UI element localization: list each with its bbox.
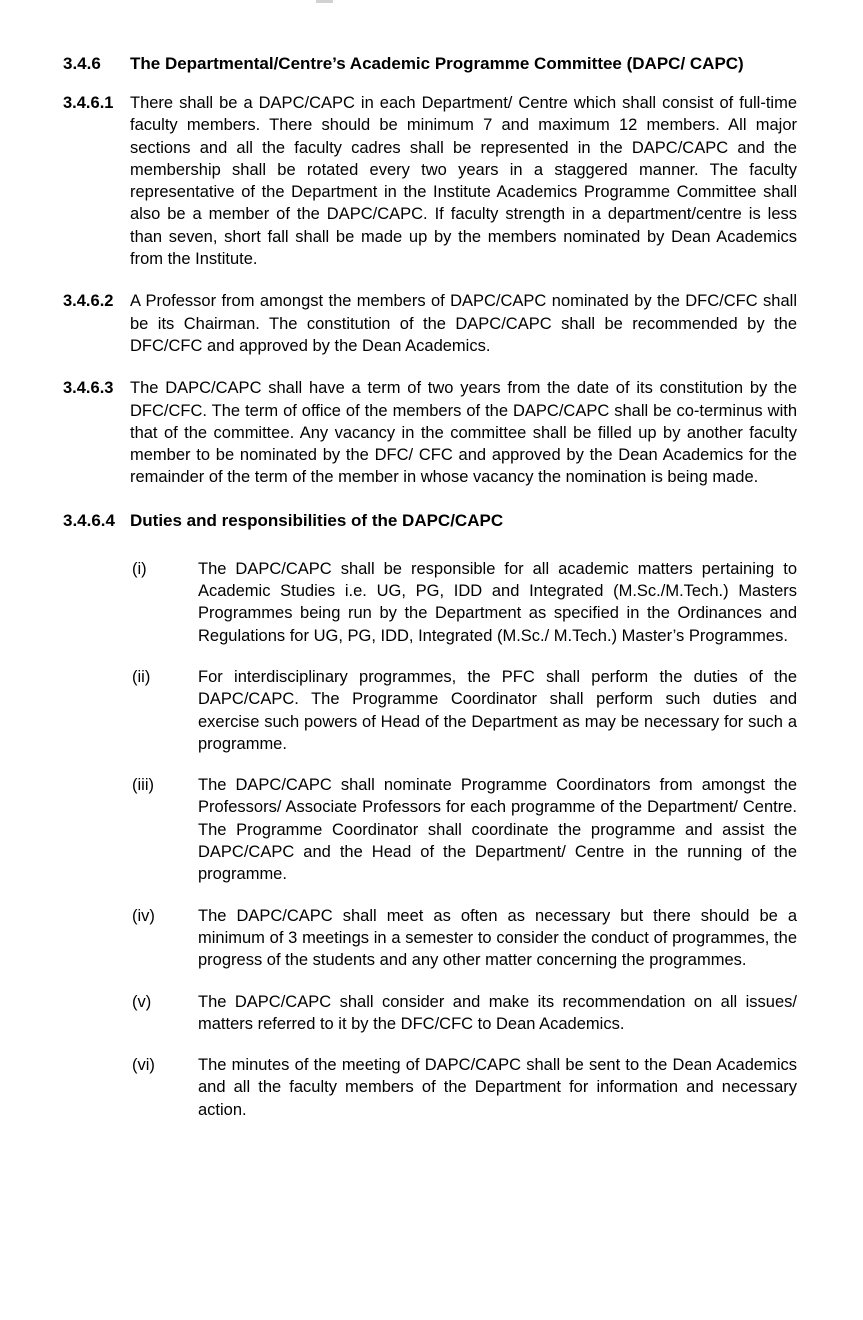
clause-number: 3.4.6.3	[63, 379, 114, 398]
duty-text: The DAPC/CAPC shall nominate Programme Coordinators from amongst the Professors/ Associate Professors for each programme of the Department/ Centre. The Programme Coordinator shall coordinate the programme and assist the DAPC/CAPC and the Head of the Department/ Centre in the running of the programme.	[198, 776, 797, 884]
clause-text: A Professor from amongst the members of DAPC/CAPC nominated by the DFC/CFC shall be its Chairman. The constitution of the DAPC/CAPC shall be recommended by the DFC/CFC and approved by the Dean Academics.	[130, 292, 797, 355]
clause	[63, 377, 797, 488]
duties-subheading	[63, 509, 797, 532]
duty-item	[132, 905, 797, 972]
duty-marker: (i)	[132, 559, 147, 578]
section-heading	[63, 52, 797, 75]
duty-text: The DAPC/CAPC shall consider and make its recommendation on all issues/ matters referred to it by the DFC/CFC to Dean Academics.	[198, 992, 797, 1033]
clause-number: 3.4.6.1	[63, 94, 114, 112]
duty-marker: (vi)	[132, 1056, 155, 1075]
duty-item	[132, 1054, 797, 1121]
duty-item	[132, 666, 797, 755]
clause-text: The DAPC/CAPC shall have a term of two years from the date of its constitution by the DFC/CFC. The term of office of the members of the DAPC/CAPC shall be co-terminus with that of the committee. Any vacancy in the committee shall be filled up by another faculty member to be nominated by the DFC/ CFC and approved by the Dean Academics for the remainder of the term of the member in whose vacancy the nomination is being made.	[130, 379, 797, 487]
duty-item	[132, 558, 797, 647]
section-number: 3.4.6	[63, 54, 101, 73]
duty-text: For interdisciplinary programmes, the PFC shall perform the duties of the DAPC/CAPC. The Programme Coordinator shall perform such duties and exercise such powers of Head of the Department as may be necessary for such a programme.	[198, 667, 797, 753]
duty-text: The DAPC/CAPC shall be responsible for all academic matters pertaining to Academic Studies i.e. UG, PG, IDD and Integrated (M.Sc./M.Tech.) Masters Programmes being run by the Department as specified in the Ordinances and Regulations for UG, PG, IDD, Integrated (M.Sc./ M.Tech.) Master’s Programmes.	[198, 559, 797, 645]
duty-item	[132, 774, 797, 885]
duties-subheading-text: Duties and responsibilities of the DAPC/CAPC	[130, 510, 504, 530]
duty-text: The DAPC/CAPC shall meet as often as necessary but there should be a minimum of 3 meetings in a semester to consider the conduct of programmes, the progress of the students and any other matter concerning the programmes.	[198, 906, 797, 970]
duty-marker: (ii)	[132, 667, 151, 686]
duty-text: The minutes of the meeting of DAPC/CAPC shall be sent to the Dean Academics and all the faculty members of the Department for information and necessary action.	[198, 1056, 797, 1119]
duty-marker: (v)	[132, 992, 152, 1011]
clause-number: 3.4.6.4	[63, 510, 115, 530]
section-heading-text: The Departmental/Centre’s Academic Programme Committee (DAPC/ CAPC)	[130, 54, 744, 73]
clause	[63, 290, 797, 357]
page-edge-artifact	[316, 0, 333, 3]
clause-number: 3.4.6.2	[63, 292, 114, 311]
duty-marker: (iv)	[132, 906, 155, 925]
duty-marker: (iii)	[132, 776, 154, 795]
clause-text: There shall be a DAPC/CAPC in each Department/ Centre which shall consist of full-time faculty members. There should be minimum 7 and maximum 12 members. All major sections and all the faculty cadres shall be represented in the DAPC/CAPC and the membership shall be rotated every two years in a staggered manner. The faculty representative of the Department in the Institute Academics Programme Committee shall also be a member of the DAPC/CAPC. If faculty strength in a department/centre is less than seven, short fall shall be made up by the members nominated by Dean Academics from the Institute.	[130, 94, 797, 269]
clause	[63, 92, 797, 270]
duty-item	[132, 991, 797, 1036]
